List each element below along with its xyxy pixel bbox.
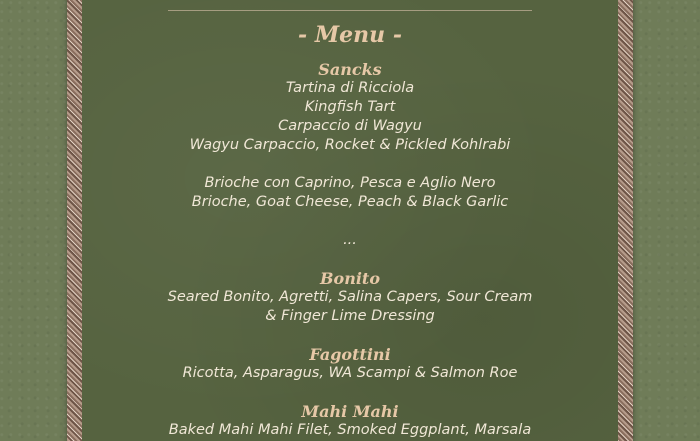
section-mahi-mahi <box>82 402 618 440</box>
section-snacks <box>82 60 618 250</box>
menu-line: Seared Bonito, Agretti, Salina Capers, Sour Cream <box>167 289 533 305</box>
spacer <box>82 250 618 269</box>
spacer <box>82 212 618 231</box>
section-fagottini <box>82 345 618 383</box>
ellipsis-separator: ... <box>343 232 357 248</box>
menu-line: Brioche con Caprino, Pesca e Aglio Nero <box>204 175 496 191</box>
menu-line: Carpaccio di Wagyu <box>278 118 422 134</box>
menu-line: Wagyu Carpaccio, Rocket & Pickled Kohlrabi <box>189 137 511 153</box>
menu-line: Baked Mahi Mahi Filet, Smoked Eggplant, Marsala <box>168 422 532 438</box>
section-title-bonito: Bonito <box>320 269 380 288</box>
menu-line: Tartina di Ricciola <box>285 80 415 96</box>
spacer <box>82 155 618 174</box>
menu-line: Ricotta, Asparagus, WA Scampi & Salmon Roe <box>182 365 518 381</box>
section-title-mahi-mahi: Mahi Mahi <box>301 402 399 421</box>
menu-line: Kingfish Tart <box>304 99 396 115</box>
menu-card <box>82 0 618 441</box>
top-divider-line <box>168 10 532 11</box>
menu-heading: - Menu - <box>298 22 402 48</box>
spacer <box>82 326 618 345</box>
section-bonito <box>82 269 618 326</box>
menu-content <box>82 22 618 440</box>
section-title-snacks: Sancks <box>318 60 382 79</box>
menu-line: & Finger Lime Dressing <box>265 308 435 324</box>
section-title-fagottini: Fagottini <box>309 345 391 364</box>
spacer <box>82 383 618 402</box>
menu-line: Brioche, Goat Cheese, Peach & Black Garlic <box>191 194 509 210</box>
